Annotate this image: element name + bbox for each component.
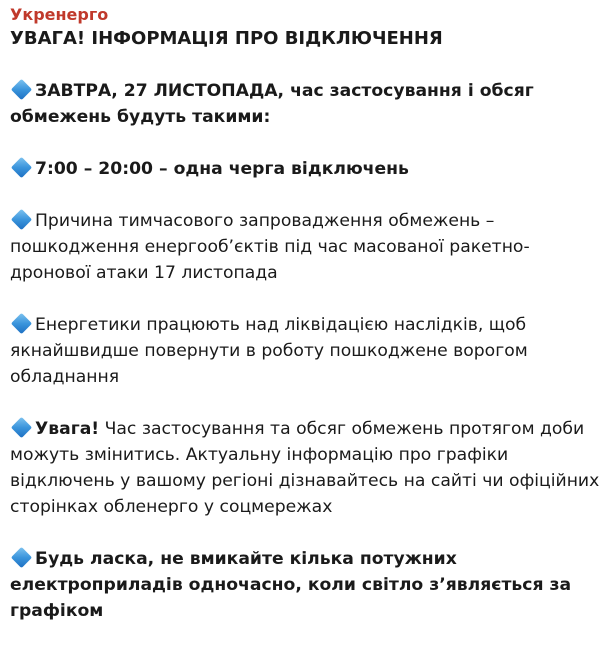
blue-diamond-icon bbox=[11, 79, 32, 100]
blue-diamond-icon bbox=[11, 157, 32, 178]
message-paragraph-repairs bbox=[10, 312, 603, 390]
message-paragraph-schedule bbox=[10, 156, 603, 182]
message-headline: УВАГА! ІНФОРМАЦІЯ ПРО ВІДКЛЮЧЕННЯ bbox=[10, 28, 443, 49]
paragraph-text: Будь ласка, не вмикайте кілька потужних електроприладів одночасно, коли світло з’являється за графіком bbox=[10, 549, 572, 621]
blue-diamond-icon bbox=[11, 417, 32, 438]
paragraph-text: Причина тимчасового запровадження обмежень – пошкодження енергооб’єктів під час масованої ракетно-дронової атаки 17 листопада bbox=[10, 211, 530, 283]
paragraph-text: 7:00 – 20:00 – одна черга відключень bbox=[35, 159, 409, 179]
message-paragraph-request bbox=[10, 546, 603, 624]
warning-lead: Увага! bbox=[35, 419, 100, 439]
blue-diamond-icon bbox=[11, 547, 32, 568]
paragraph-text: Час застосування та обсяг обмежень протягом доби можуть змінитись. Актуальну інформацію про графіки відключень у вашому регіоні дізнавайтесь на сайті чи офіційних сторінках обленерго у соцмережах bbox=[10, 419, 600, 517]
message-paragraph-date bbox=[10, 78, 603, 130]
message-paragraph-reason bbox=[10, 208, 603, 286]
sender-name[interactable]: Укренерго bbox=[10, 5, 109, 24]
message-paragraph-warning bbox=[10, 416, 603, 520]
paragraph-text: ЗАВТРА, 27 ЛИСТОПАДА, час застосування і обсяг обмежень будуть такими: bbox=[10, 81, 534, 127]
blue-diamond-icon bbox=[11, 209, 32, 230]
paragraph-text: Енергетики працюють над ліквідацією наслідків, щоб якнайшвидше повернути в роботу пошкоджене ворогом обладнання bbox=[10, 315, 528, 387]
blue-diamond-icon bbox=[11, 313, 32, 334]
